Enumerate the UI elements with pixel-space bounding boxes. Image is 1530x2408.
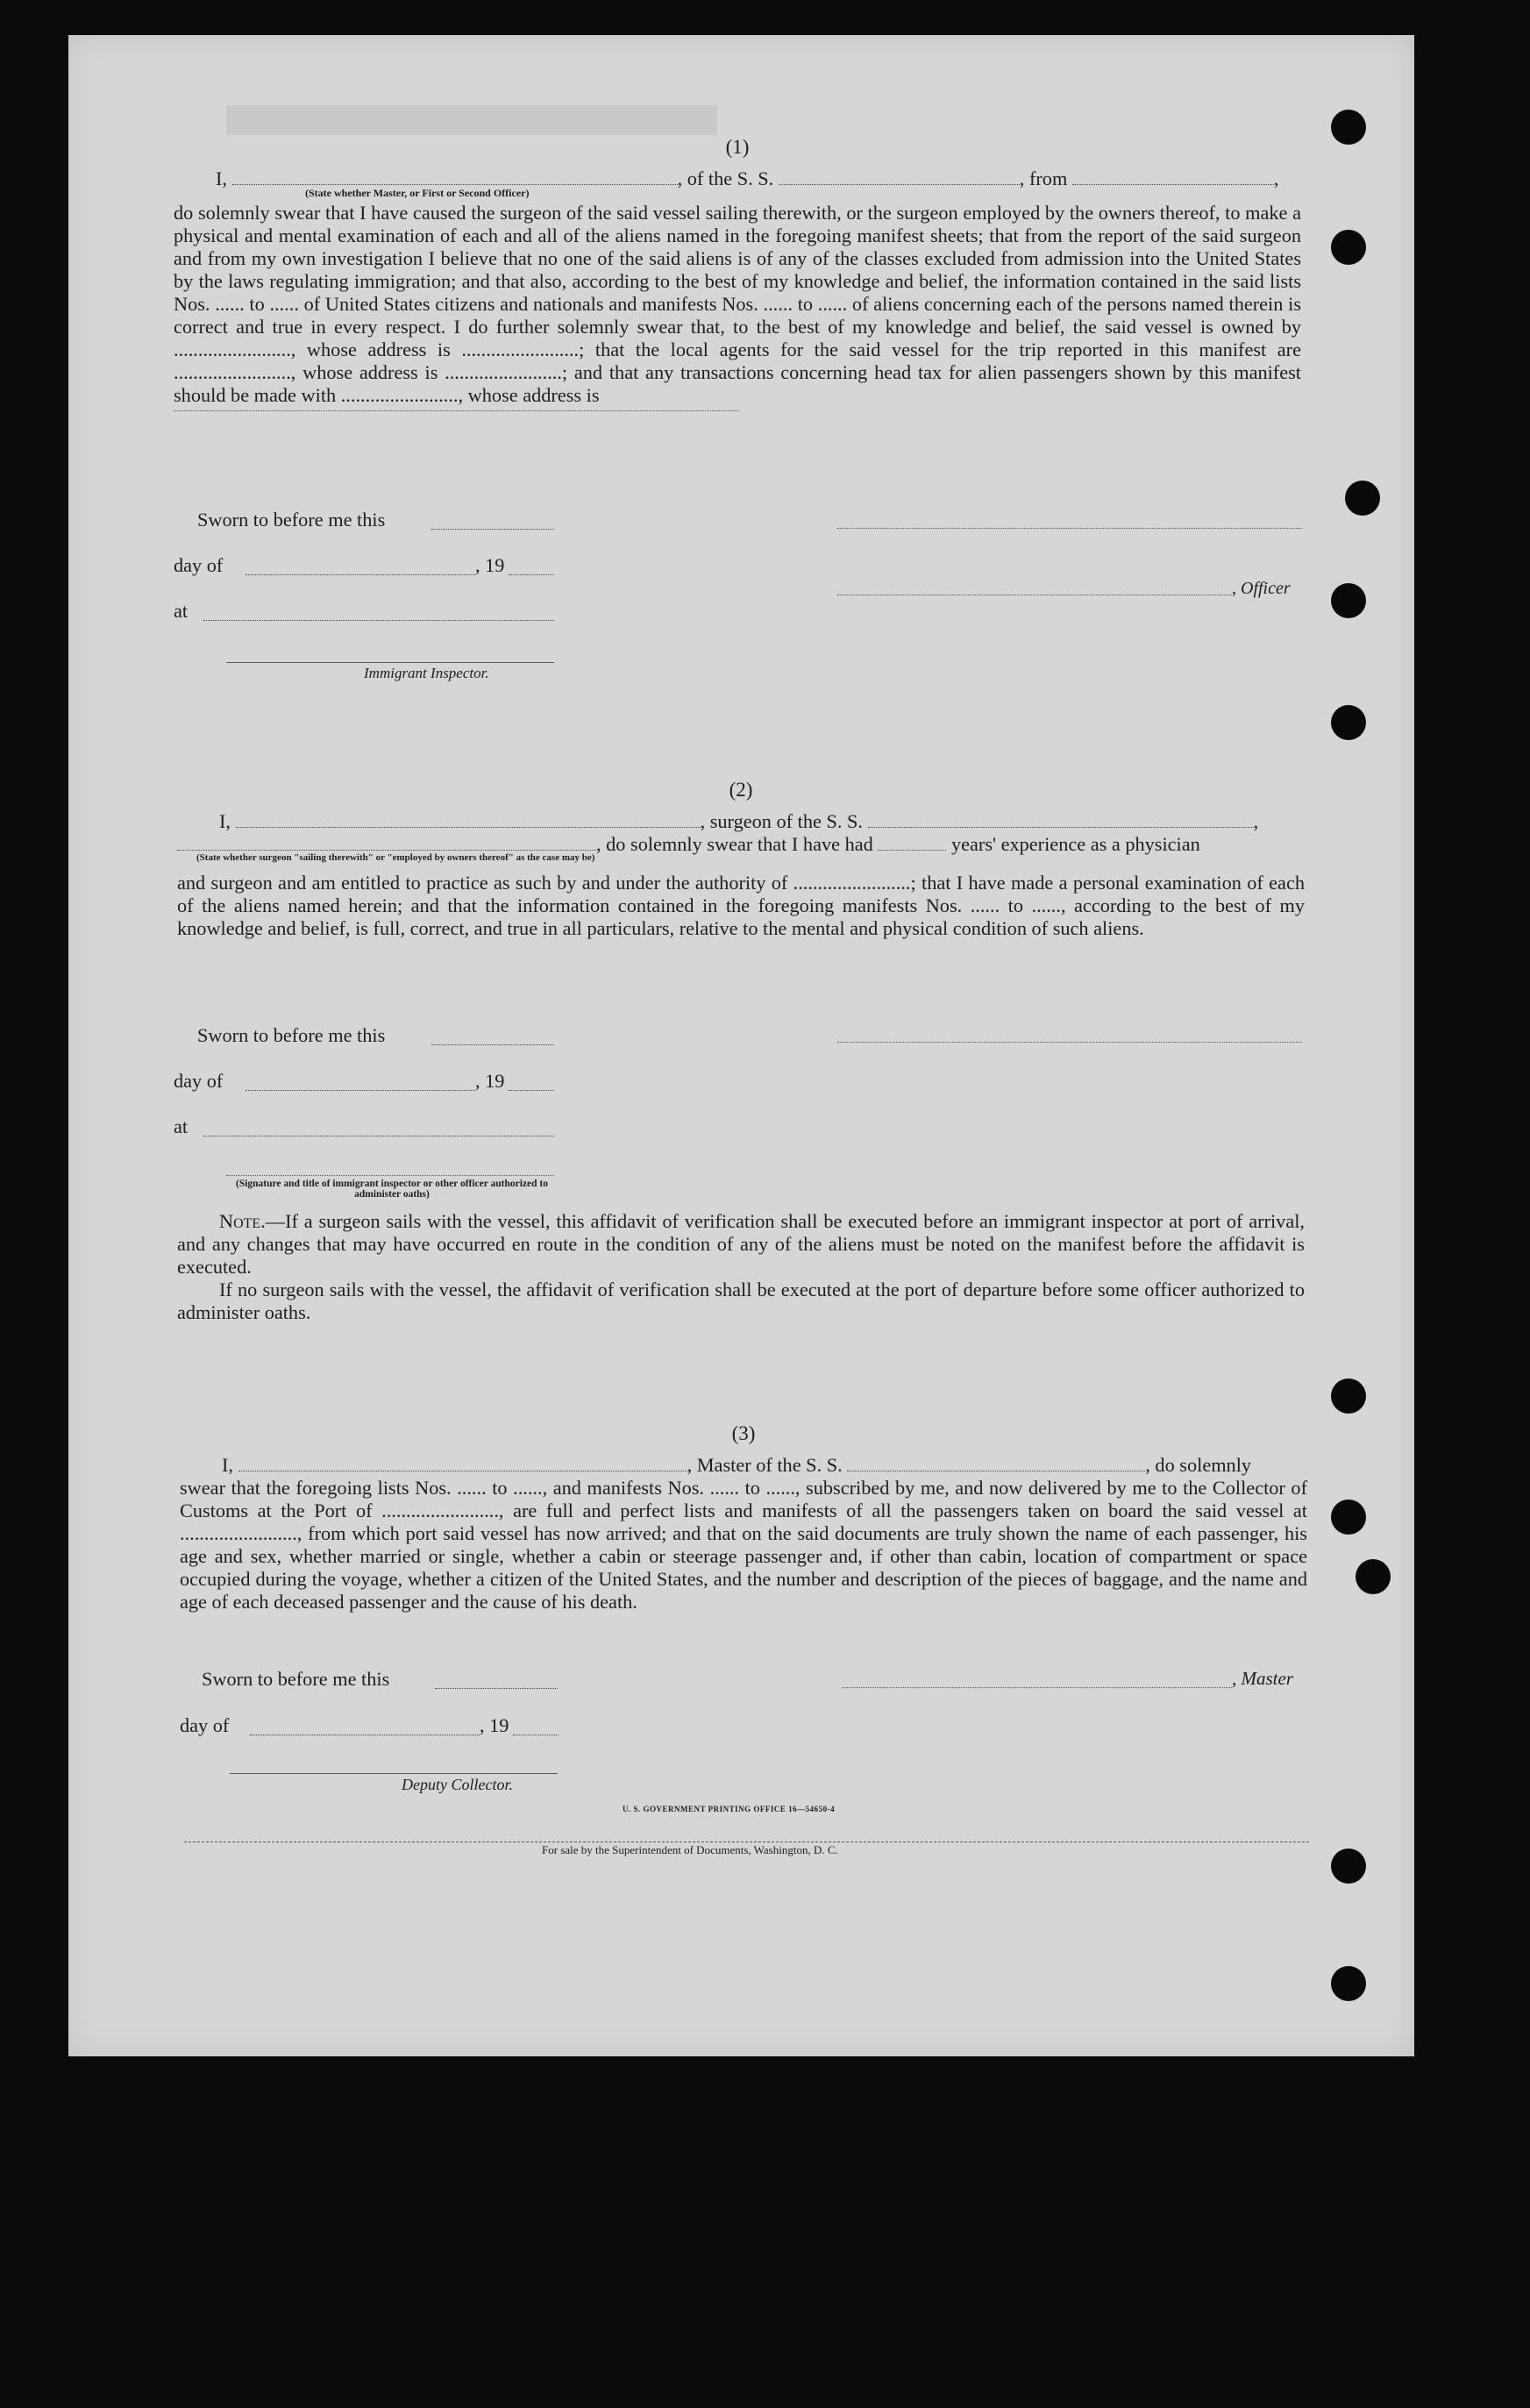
years-label: years' experience as a physician bbox=[950, 833, 1200, 855]
surgeon-signature-line[interactable] bbox=[837, 1042, 1302, 1043]
inspector-signature-line[interactable] bbox=[226, 662, 554, 663]
year-blank[interactable] bbox=[509, 1074, 554, 1091]
sworn-label: Sworn to before me this bbox=[202, 1668, 390, 1690]
at-label: at bbox=[174, 1115, 189, 1137]
month-blank[interactable] bbox=[250, 1719, 480, 1735]
master-of-label: , Master of the S. S. bbox=[687, 1454, 843, 1476]
surgeon-of-label: , surgeon of the S. S. bbox=[700, 810, 863, 832]
signature-line-1[interactable] bbox=[837, 528, 1302, 529]
ship-name-blank[interactable] bbox=[847, 1455, 1145, 1471]
printing-office-line: U. S. GOVERNMENT PRINTING OFFICE 16—54650-4 bbox=[623, 1805, 836, 1813]
punch-hole bbox=[1331, 1379, 1366, 1414]
punch-hole bbox=[1331, 230, 1366, 265]
punch-hole bbox=[1331, 110, 1366, 145]
signature-note: (Signature and title of immigrant inspector or other officer authorized to administer oaths) bbox=[235, 1179, 549, 1200]
year-blank[interactable] bbox=[509, 559, 554, 575]
section-number: (3) bbox=[731, 1422, 756, 1444]
month-blank[interactable] bbox=[246, 559, 475, 575]
pronoun-i: I, bbox=[219, 810, 231, 832]
day-of-label: day of bbox=[174, 1070, 224, 1092]
for-sale-note: For sale by the Superintendent of Documents, Washington, D. C. bbox=[542, 1843, 838, 1856]
punch-hole bbox=[1331, 705, 1366, 740]
surgeon-name-blank[interactable] bbox=[236, 811, 701, 828]
officer-rank-blank[interactable] bbox=[232, 168, 678, 185]
do-solemnly-label: , do solemnly bbox=[1145, 1454, 1252, 1476]
port-from-blank[interactable] bbox=[1072, 168, 1274, 185]
master-caption: , Master bbox=[1232, 1668, 1293, 1689]
section-number: (2) bbox=[729, 779, 753, 801]
note-block bbox=[177, 1210, 1305, 1324]
punch-hole bbox=[1331, 583, 1366, 618]
state-note: (State whether Master, or First or Second Officer) bbox=[305, 187, 530, 199]
punch-hole bbox=[1345, 481, 1380, 516]
master-name-blank[interactable] bbox=[238, 1455, 687, 1471]
pronoun-i: I, bbox=[222, 1454, 233, 1476]
sworn-day-blank[interactable] bbox=[435, 1672, 558, 1689]
ship-label: , of the S. S. bbox=[677, 167, 774, 189]
section-1-body: do solemnly swear that I have caused the surgeon of the said vessel sailing therewith, or the surgeon employed by the owners thereof, to make a physical and mental examination of each and all of the aliens named in the foregoing manifest sheets; that from the report of the said surgeon and from my own investigation I believe that no one of the said aliens is of any of the classes excluded from admission into the United States by the laws regulating immigration; and that also, according to the best of my knowledge and belief, the information contained in the said lists Nos. ...... to ...... of United States citizens and nationals and manifests Nos. ...... to ...... of aliens concerning each of the persons named therein is correct and true in every respect. I do further solemnly swear that, to the best of my knowledge and belief, the said vessel is owned by ........................, whose address is ........................; that the local agents for the said vessel for the trip reported in this manifest are ........................, whose address is ........................; and that any transactions concerning head tax for alien passengers shown by this manifest should be made with ........................, whose address is bbox=[174, 202, 1301, 406]
inspector-caption: Immigrant Inspector. bbox=[364, 665, 489, 681]
punch-hole bbox=[1331, 1966, 1366, 2001]
day-of-label: day of bbox=[180, 1714, 230, 1736]
bleed-through-mark bbox=[226, 105, 717, 135]
sworn-day-blank[interactable] bbox=[431, 513, 554, 530]
punch-hole bbox=[1331, 1500, 1366, 1535]
ship-name-blank[interactable] bbox=[779, 168, 1020, 185]
ship-name-blank[interactable] bbox=[868, 811, 1254, 828]
from-label: , from bbox=[1019, 167, 1068, 189]
month-blank[interactable] bbox=[246, 1074, 475, 1091]
officer-caption: , Officer bbox=[1232, 579, 1291, 598]
note-label: Note. bbox=[219, 1210, 266, 1232]
years-blank[interactable] bbox=[878, 834, 946, 851]
year-blank[interactable] bbox=[513, 1719, 559, 1735]
pronoun-i: I, bbox=[216, 167, 227, 189]
deputy-caption: Deputy Collector. bbox=[402, 1776, 513, 1793]
note-2: If no surgeon sails with the vessel, the affidavit of verification shall be executed at the port of departure before some officer authorized to administer oaths. bbox=[177, 1279, 1305, 1323]
at-label: at bbox=[174, 600, 189, 622]
address-blank[interactable] bbox=[174, 410, 739, 411]
note-1: —If a surgeon sails with the vessel, this affidavit of verification shall be executed before an immigrant inspector at port of arrival, and any changes that may have occurred en route in the condition of any of the aliens must be noted on the manifest before the affidavit is executed. bbox=[177, 1210, 1305, 1278]
sworn-label: Sworn to before me this bbox=[197, 1024, 386, 1046]
section-3-body: swear that the foregoing lists Nos. ...... to ......, and manifests Nos. ...... to ......, subscribed by me, and now delivered by me to the Collector of Customs at the Port of ........................, are full and perfect lists and manifests of all the passengers taken on board the said vessel at ........................, from which port said vessel has now arrived; and that on the said documents are truly shown the name of each passenger, his age and sex, whether married or single, whether a cabin or steerage passenger and, if other than cabin, location of compartment or space occupied during the voyage, whether a citizen of the United States, and the number and description of the pieces of baggage, and the name and age of each deceased passenger and the cause of his death. bbox=[180, 1477, 1307, 1613]
section-2-body: and surgeon and am entitled to practice as such by and under the authority of ........................; that I have made a personal examination of each of the aliens named herein; and that the information contained in the foregoing manifests Nos. ...... to ......, according to the best of my knowledge and belief, is full, correct, and true in all particulars, relative to the mental and physical condition of such aliens. bbox=[177, 872, 1305, 939]
affidavit-section-3 bbox=[180, 1422, 1307, 1614]
state-note: (State whether surgeon "sailing therewith" or "employed by owners thereof" as the case may be) bbox=[196, 852, 595, 863]
at-place-blank[interactable] bbox=[203, 604, 554, 621]
year-label: , 19 bbox=[480, 1714, 509, 1736]
day-of-label: day of bbox=[174, 554, 224, 576]
affidavit-section-2: (2) I, , surgeon of the S. S. , , do solemnly swear that I have had years' experience as a physician (State whether surgeon "sailing therewith" or "employed by owners thereof" as the case may be) and surgeon and am entitled to practice as such by and under the authority of ........................; that I have made a personal examination of each of the aliens named herein; and that the information contained in the foregoing manifests Nos. ...... to ......, according to the best of my knowledge and belief, is full, correct, and true in all particulars, relative to the mental and physical condition of such aliens. bbox=[177, 779, 1305, 939]
year-label: , 19 bbox=[475, 554, 505, 576]
inspector-signature-line[interactable] bbox=[226, 1175, 554, 1176]
at-place-blank[interactable] bbox=[203, 1120, 554, 1136]
deputy-signature-line[interactable] bbox=[230, 1773, 558, 1774]
year-label: , 19 bbox=[475, 1070, 505, 1092]
affidavit-section-1: (1) I, , of the S. S. , from , (State whether Master, or First or Second Officer) do solemnly swear that I have caused the surgeon of the said vessel sailing therewith, or the surgeon employed by the owners thereof, to make a physical and mental examination of each and all of the aliens named in the foregoing manifest sheets; that from the report of the said surgeon and from my own investigation I believe that no one of the said aliens is of any of the classes excluded from admission into the United States by the laws regulating immigration; and that also, according to the best of my knowledge and belief, the information contained in the said lists Nos. ...... to ...... of United States citizens and nationals and manifests Nos. ...... to ...... of aliens concerning each of the persons named therein is correct and true in every respect. I do further solemnly swear that, to the best of my knowledge and belief, the said vessel is owned by ........................, whose address is ........................; that the local agents for the said vessel for the trip reported in this manifest are ........................, whose address is ........................; and that any transactions concerning head tax for alien passengers shown by this manifest should be made with ........................, whose address is bbox=[174, 136, 1301, 411]
sworn-label: Sworn to before me this bbox=[197, 509, 386, 531]
sworn-day-blank[interactable] bbox=[431, 1029, 554, 1045]
swear-label: , do solemnly swear that I have had bbox=[596, 833, 873, 855]
punch-hole bbox=[1356, 1559, 1391, 1594]
section-number: (1) bbox=[725, 136, 750, 158]
punch-hole bbox=[1331, 1849, 1366, 1884]
surgeon-status-blank[interactable] bbox=[177, 834, 596, 851]
master-signature-line[interactable] bbox=[842, 1687, 1232, 1688]
